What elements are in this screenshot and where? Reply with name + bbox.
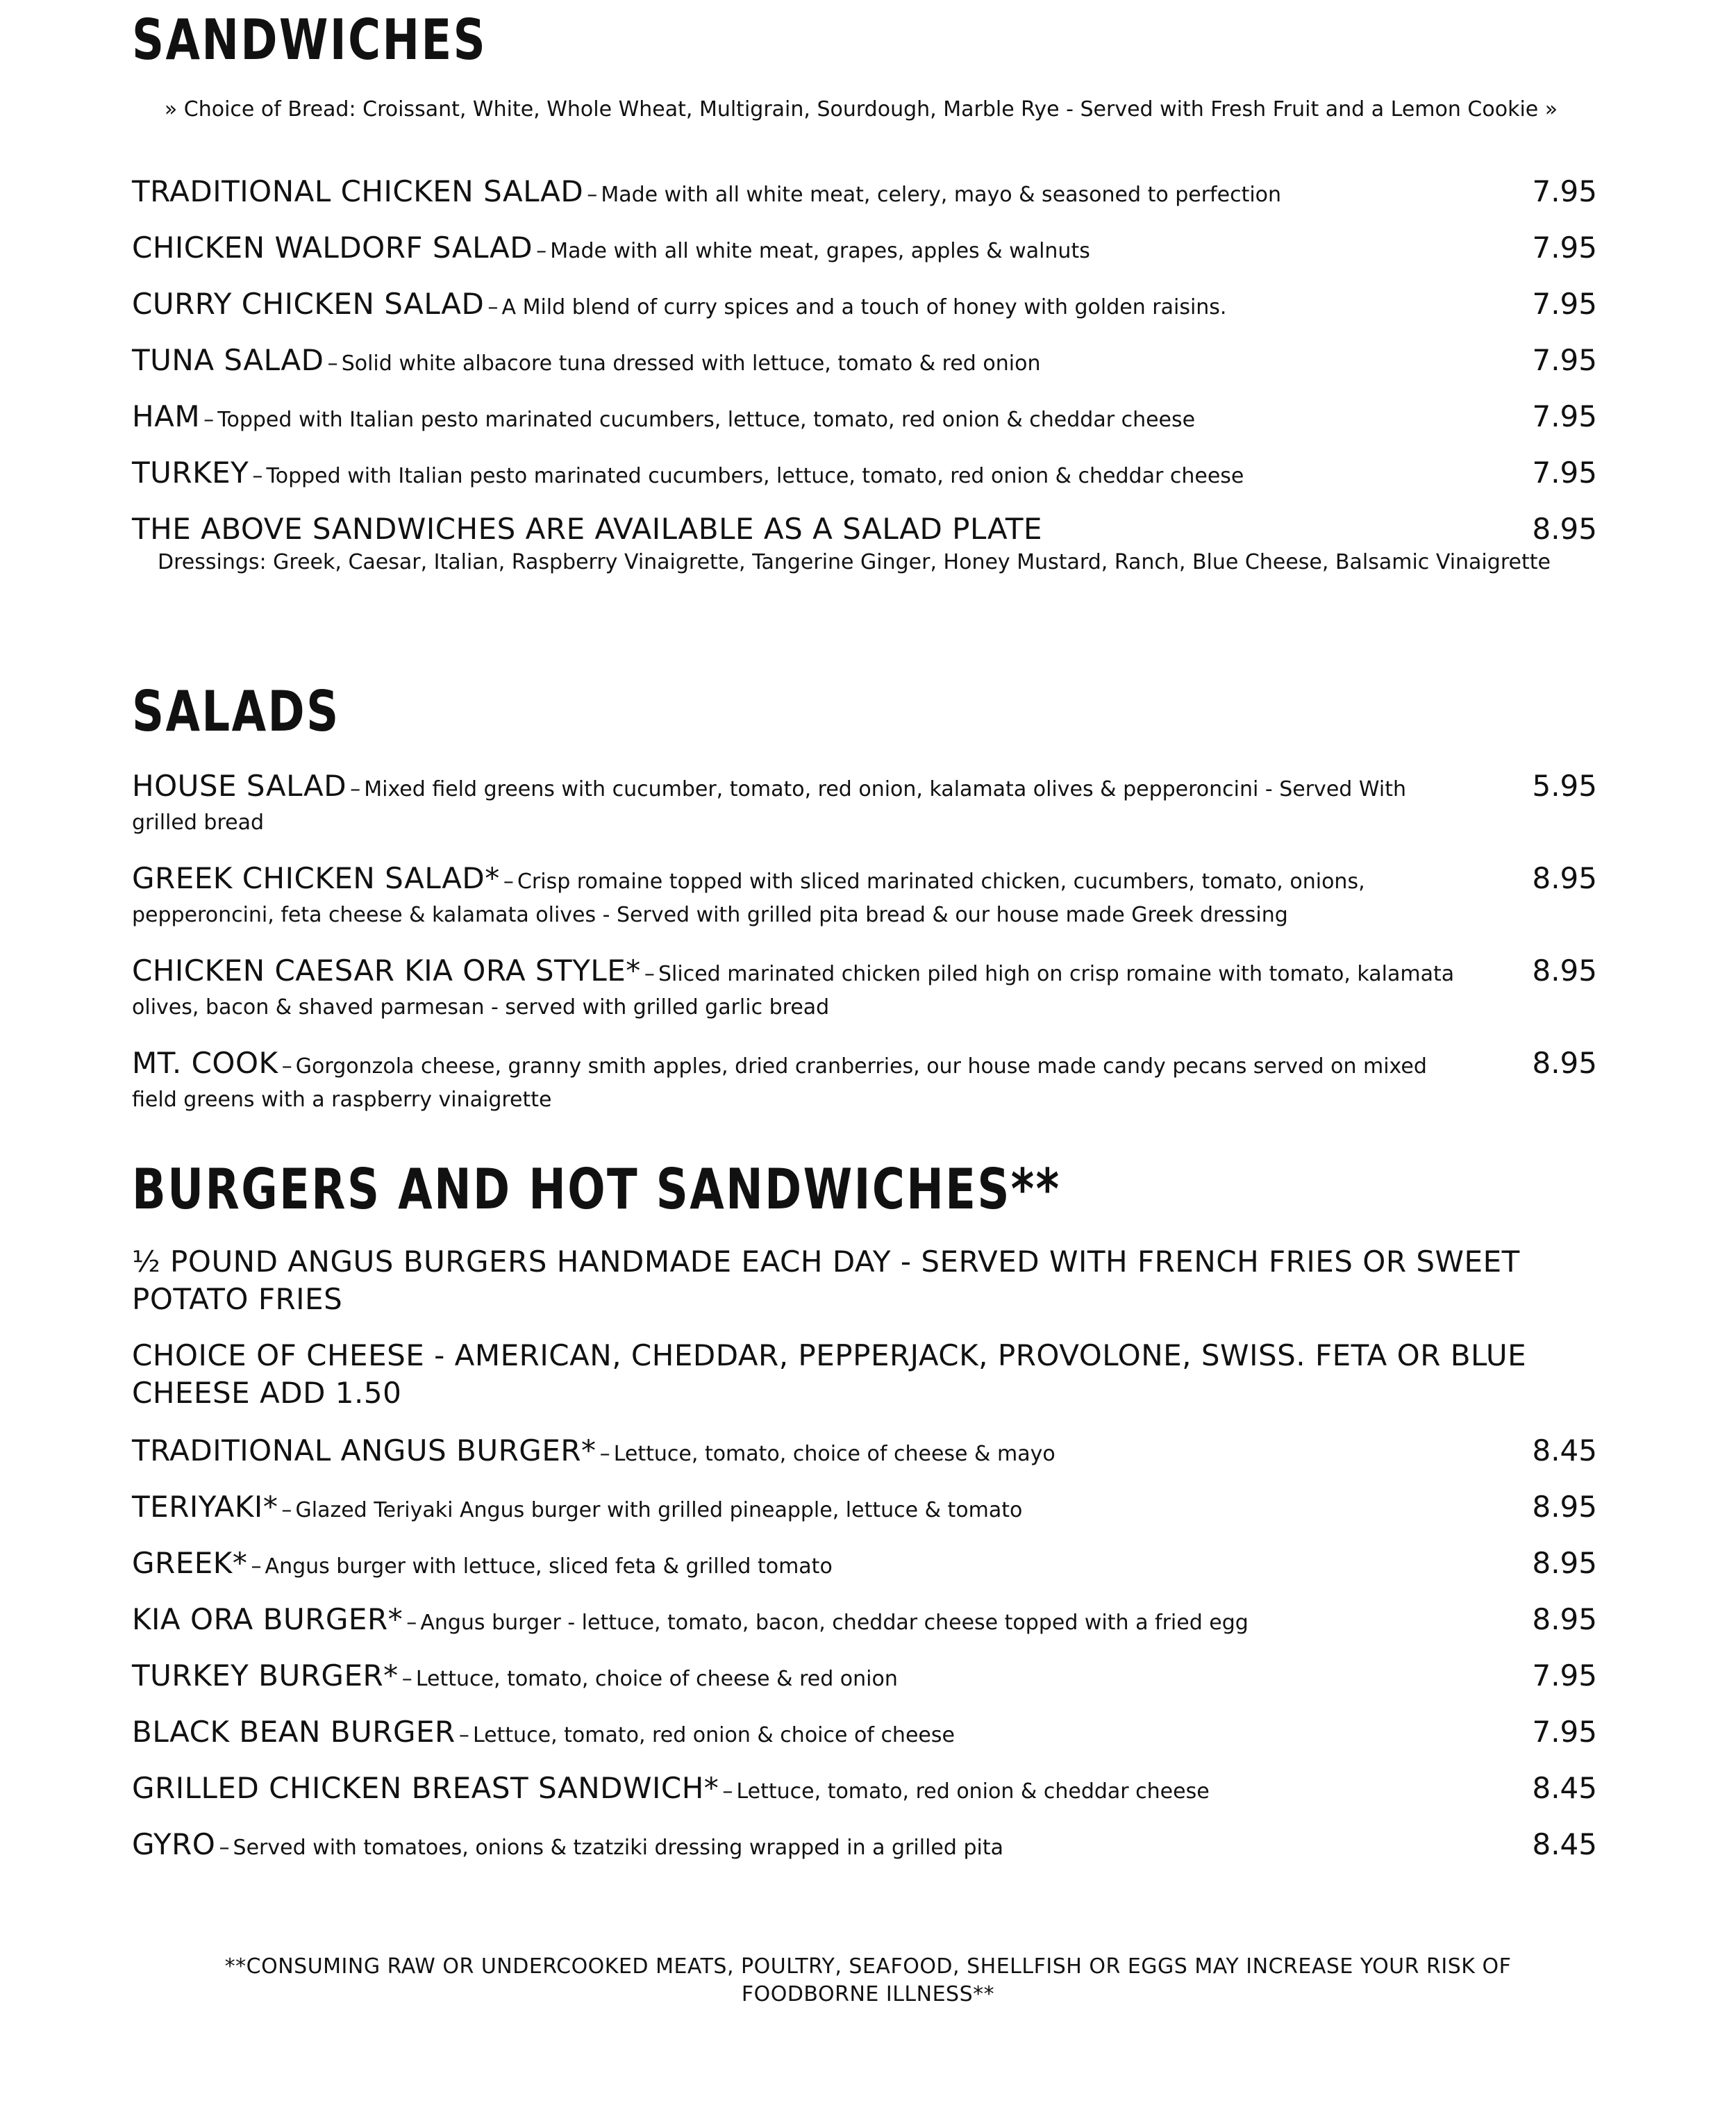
item-description: A Mild blend of curry spices and a touch of honey with golden raisins. xyxy=(501,295,1227,319)
separator: – xyxy=(203,408,215,432)
section-title-salads: SALADS xyxy=(132,679,340,744)
food-safety-disclaimer xyxy=(0,1953,1736,2009)
burger-list xyxy=(132,1431,1597,1881)
item-name: GRILLED CHICKEN BREAST SANDWICH* xyxy=(132,1771,719,1805)
item-name: GREEK* xyxy=(132,1546,248,1580)
item-name: KIA ORA BURGER* xyxy=(132,1602,403,1636)
item-price: 7.95 xyxy=(1532,343,1597,377)
item-description: Crisp romaine topped with sliced marinated chicken, cucumbers, tomato, onions, pepperoncini, feta cheese & kalamata olives - Served with grilled pita bread & our house made Greek dressing xyxy=(132,870,1365,927)
menu-item xyxy=(132,956,1597,1026)
item-description: Lettuce, tomato, choice of cheese & mayo xyxy=(613,1442,1055,1466)
menu-item xyxy=(132,771,1597,841)
item-name: CHICKEN CAESAR KIA ORA STYLE* xyxy=(132,954,641,988)
item-name: TURKEY xyxy=(132,456,249,490)
item-description: Angus burger - lettuce, tomato, bacon, cheddar cheese topped with a fried egg xyxy=(420,1611,1249,1635)
item-name: HOUSE SALAD xyxy=(132,769,347,803)
separator: – xyxy=(350,777,361,801)
item-price: 8.95 xyxy=(1532,954,1597,988)
separator: – xyxy=(503,870,514,894)
item-price: 8.95 xyxy=(1532,1046,1597,1080)
item-name: TRADITIONAL ANGUS BURGER* xyxy=(132,1433,596,1467)
menu-item xyxy=(132,172,1597,228)
item-name: HAM xyxy=(132,399,201,433)
separator: – xyxy=(281,1498,292,1522)
bread-choice-note: » Choice of Bread: Croissant, White, Whole Wheat, Multigrain, Sourdough, Marble Rye - Served with Fresh Fruit and a Lemon Cookie » xyxy=(164,97,1558,122)
cheese-choice-headline: CHOICE OF CHEESE - AMERICAN, CHEDDAR, PEPPERJACK, PROVOLONE, SWISS. FETA OR BLUE CHEESE ADD 1.50 xyxy=(132,1338,1527,1410)
item-name: TRADITIONAL CHICKEN SALAD xyxy=(132,174,584,208)
item-name: GYRO xyxy=(132,1827,216,1861)
separator: – xyxy=(644,962,655,986)
item-description: Gorgonzola cheese, granny smith apples, dried cranberries, our house made candy pecans served on mixed field greens with a raspberry vinaigrette xyxy=(132,1054,1427,1112)
item-name: MT. COOK xyxy=(132,1046,278,1080)
burgers-section xyxy=(132,1157,1597,1222)
separator: – xyxy=(406,1611,417,1635)
item-description: Lettuce, tomato, choice of cheese & red onion xyxy=(415,1667,898,1691)
menu-item xyxy=(132,1825,1597,1881)
menu-item xyxy=(132,228,1597,285)
item-description: Sliced marinated chicken piled high on crisp romaine with tomato, kalamata olives, bacon & shaved parmesan - served with grilled garlic bread xyxy=(132,962,1455,1020)
disclaimer-text: **CONSUMING RAW OR UNDERCOOKED MEATS, POULTRY, SEAFOOD, SHELLFISH OR EGGS MAY INCREASE YOUR RISK OF FOODBORNE ILLNESS** xyxy=(224,1954,1512,2006)
salad-list xyxy=(132,771,1597,1140)
menu-item xyxy=(132,1048,1597,1118)
separator: – xyxy=(251,1554,262,1579)
menu-item xyxy=(132,1769,1597,1825)
menu-item xyxy=(132,1713,1597,1769)
item-name: TURKEY BURGER* xyxy=(132,1658,399,1693)
item-price: 8.95 xyxy=(1532,1546,1597,1580)
item-description: Made with all white meat, grapes, apples & walnuts xyxy=(550,239,1090,263)
menu-item xyxy=(132,1431,1597,1488)
separator: – xyxy=(458,1723,469,1747)
menu-item xyxy=(132,863,1597,933)
salads-section xyxy=(132,679,1597,744)
salad-plate-item xyxy=(132,510,1597,549)
item-price: 7.95 xyxy=(1532,399,1597,433)
sandwich-list xyxy=(132,172,1597,576)
section-title-burgers: BURGERS AND HOT SANDWICHES** xyxy=(132,1157,1061,1222)
item-price: 7.95 xyxy=(1532,231,1597,265)
item-price: 8.45 xyxy=(1532,1771,1597,1805)
item-name: TERIYAKI* xyxy=(132,1490,278,1524)
item-name: CHICKEN WALDORF SALAD xyxy=(132,231,533,265)
item-price: 7.95 xyxy=(1532,1658,1597,1693)
separator: – xyxy=(401,1667,412,1691)
menu-item xyxy=(132,1656,1597,1713)
item-price: 8.95 xyxy=(1532,1602,1597,1636)
separator: – xyxy=(219,1836,230,1860)
item-price: 7.95 xyxy=(1532,287,1597,321)
separator: – xyxy=(599,1442,610,1466)
item-name: TUNA SALAD xyxy=(132,343,324,377)
item-price: 7.95 xyxy=(1532,174,1597,208)
item-description: Topped with Italian pesto marinated cucumbers, lettuce, tomato, red onion & cheddar cheese xyxy=(217,408,1196,432)
menu-item xyxy=(132,397,1597,454)
menu-item xyxy=(132,454,1597,510)
item-name: GREEK CHICKEN SALAD* xyxy=(132,861,500,895)
item-name: THE ABOVE SANDWICHES ARE AVAILABLE AS A SALAD PLATE xyxy=(132,512,1043,546)
section-title-sandwiches: SANDWICHES xyxy=(132,8,487,72)
item-description: Solid white albacore tuna dressed with lettuce, tomato & red onion xyxy=(341,351,1041,376)
item-price: 7.95 xyxy=(1532,1715,1597,1749)
separator: – xyxy=(587,183,598,207)
item-description: Angus burger with lettuce, sliced feta & grilled tomato xyxy=(265,1554,833,1579)
item-price: 5.95 xyxy=(1532,769,1597,803)
separator: – xyxy=(536,239,547,263)
item-price: 8.95 xyxy=(1532,861,1597,895)
separator: – xyxy=(281,1054,292,1079)
item-price: 7.95 xyxy=(1532,456,1597,490)
item-description: Made with all white meat, celery, mayo & seasoned to perfection xyxy=(601,183,1282,207)
item-description: Topped with Italian pesto marinated cucumbers, lettuce, tomato, red onion & cheddar cheese xyxy=(266,464,1244,488)
item-description: Lettuce, tomato, red onion & choice of cheese xyxy=(472,1723,955,1747)
separator: – xyxy=(722,1779,733,1804)
dressings-note: Dressings: Greek, Caesar, Italian, Raspberry Vinaigrette, Tangerine Ginger, Honey Mustard, Ranch, Blue Cheese, Balsamic Vinaigrette xyxy=(158,550,1551,574)
menu-item xyxy=(132,1600,1597,1656)
item-description: Served with tomatoes, onions & tzatziki dressing wrapped in a grilled pita xyxy=(233,1836,1003,1860)
item-name: CURRY CHICKEN SALAD xyxy=(132,287,485,321)
item-name: BLACK BEAN BURGER xyxy=(132,1715,456,1749)
menu-item xyxy=(132,341,1597,397)
item-price: 8.95 xyxy=(1532,1490,1597,1524)
item-description: Lettuce, tomato, red onion & cheddar cheese xyxy=(736,1779,1210,1804)
sandwiches-section xyxy=(132,8,1597,72)
separator: – xyxy=(252,464,263,488)
burger-info-headline: ½ POUND ANGUS BURGERS HANDMADE EACH DAY - SERVED WITH FRENCH FRIES OR SWEET POTATO FRIES xyxy=(132,1245,1520,1316)
menu-item xyxy=(132,1544,1597,1600)
menu-item xyxy=(132,285,1597,341)
separator: – xyxy=(487,295,499,319)
menu-item xyxy=(132,1488,1597,1544)
item-price: 8.95 xyxy=(1532,512,1597,546)
item-price: 8.45 xyxy=(1532,1433,1597,1467)
item-description: Glazed Teriyaki Angus burger with grilled pineapple, lettuce & tomato xyxy=(295,1498,1023,1522)
item-price: 8.45 xyxy=(1532,1827,1597,1861)
separator: – xyxy=(327,351,338,376)
item-description: Mixed field greens with cucumber, tomato, red onion, kalamata olives & pepperoncini - Served With grilled bread xyxy=(132,777,1406,835)
